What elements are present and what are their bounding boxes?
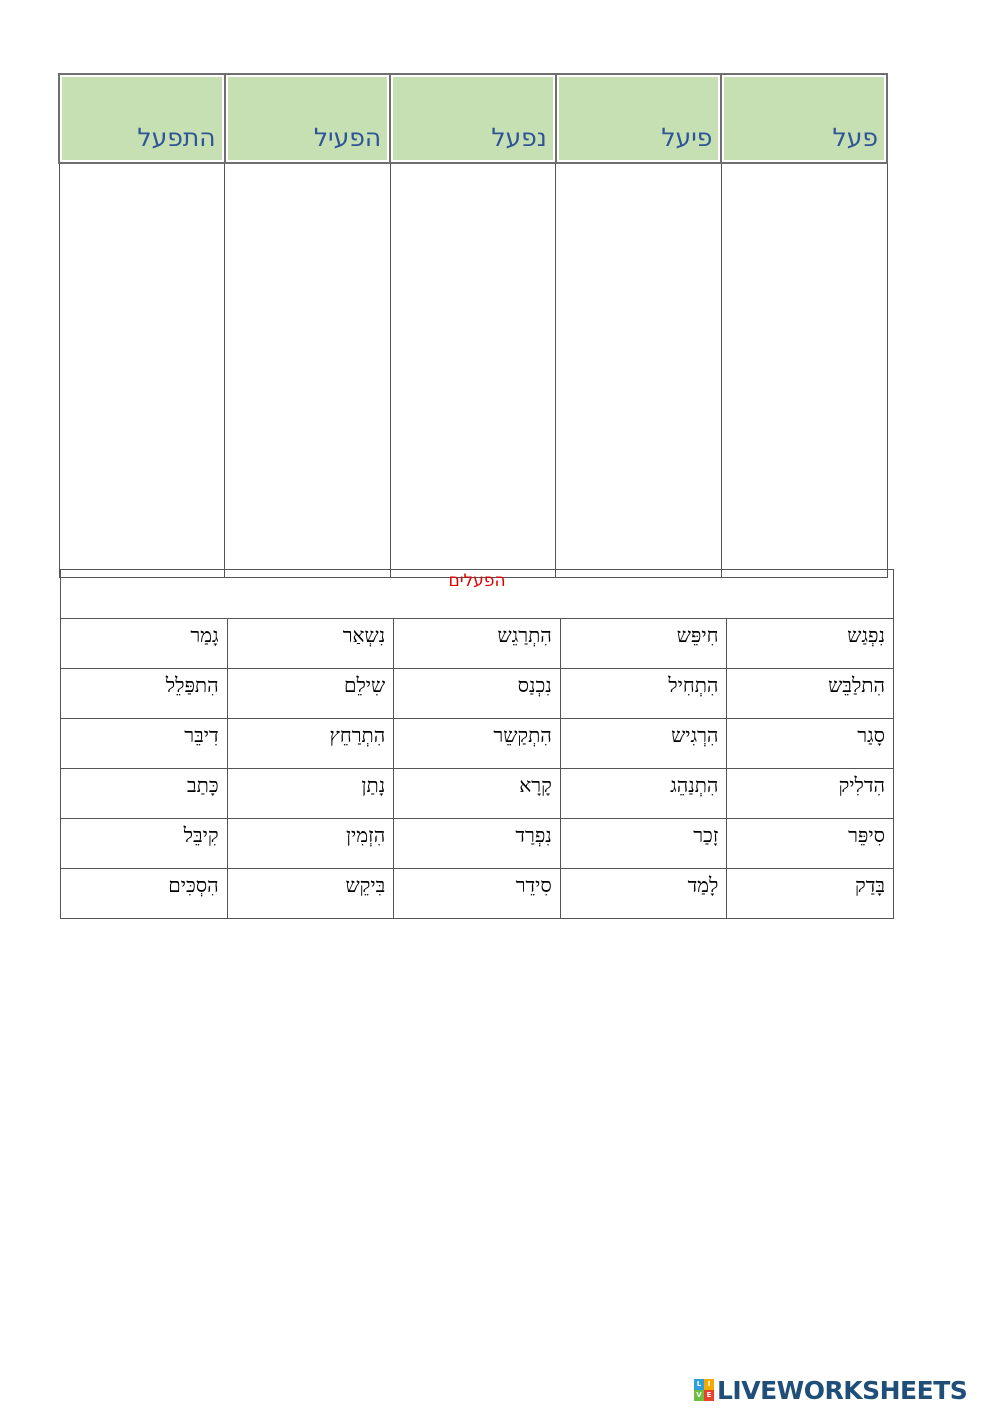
verb-row: [61, 869, 894, 919]
verb-item[interactable]: בָּדַק: [727, 869, 894, 919]
verb-item[interactable]: הִתפַּלֵל: [61, 669, 228, 719]
verb-item[interactable]: הִתְרַחֵץ: [227, 719, 394, 769]
drop-zone-hitpael[interactable]: [59, 163, 225, 578]
verb-item[interactable]: סִיפֵּר: [727, 819, 894, 869]
logo-square: V: [694, 1390, 704, 1401]
verb-item[interactable]: הִזְמִין: [227, 819, 394, 869]
verb-item[interactable]: חִיפֵּש: [560, 619, 727, 669]
verb-row: [61, 769, 894, 819]
verb-item[interactable]: הִתלַבֵּש: [727, 669, 894, 719]
verb-item[interactable]: כָּתַב: [61, 769, 228, 819]
verb-item[interactable]: גָמַר: [61, 619, 228, 669]
drop-zone-hifil[interactable]: [225, 163, 391, 578]
verb-item[interactable]: הִתְקַשֵר: [394, 719, 561, 769]
header-hitpael: התפעל: [59, 74, 225, 163]
binyanim-table: [58, 73, 888, 578]
verb-row: [61, 819, 894, 869]
header-piel: פיעל: [556, 74, 722, 163]
drop-zone-paal[interactable]: [721, 163, 887, 578]
verb-item[interactable]: הִתְנַהֵג: [560, 769, 727, 819]
verb-item[interactable]: הִרְגִיש: [560, 719, 727, 769]
verbs-word-bank: [60, 569, 894, 919]
verb-item[interactable]: קָרָא: [394, 769, 561, 819]
header-paal: פעל: [721, 74, 887, 163]
verb-item[interactable]: הִסְכִּים: [61, 869, 228, 919]
verb-item[interactable]: זָכַר: [560, 819, 727, 869]
verb-item[interactable]: נִכְנַס: [394, 669, 561, 719]
verb-item[interactable]: נִפְרַד: [394, 819, 561, 869]
liveworksheets-logo-text: LIVEWORKSHEETS: [717, 1375, 968, 1405]
drop-zone-piel[interactable]: [556, 163, 722, 578]
liveworksheets-logo: [694, 1375, 967, 1405]
drop-zone-row: [59, 163, 887, 578]
header-hifil: הפעיל: [225, 74, 391, 163]
header-nifal: נפעל: [390, 74, 556, 163]
verb-item[interactable]: בִּיקֵש: [227, 869, 394, 919]
verb-item[interactable]: דִיבֵּר: [61, 719, 228, 769]
verb-item[interactable]: קִיבֵּל: [61, 819, 228, 869]
verb-item[interactable]: לָמַד: [560, 869, 727, 919]
verb-item[interactable]: שִילֵם: [227, 669, 394, 719]
verb-item[interactable]: סִידֵר: [394, 869, 561, 919]
binyanim-header-row: [59, 74, 887, 163]
drop-zone-nifal[interactable]: [390, 163, 556, 578]
verb-item[interactable]: הִתְרַגֵש: [394, 619, 561, 669]
verb-row: [61, 669, 894, 719]
verbs-title: הפעלים: [61, 570, 894, 619]
liveworksheets-logo-icon: [694, 1379, 714, 1401]
verb-item[interactable]: נָתַן: [227, 769, 394, 819]
verb-item[interactable]: נִשְאַר: [227, 619, 394, 669]
verbs-title-row: [61, 570, 894, 619]
verb-item[interactable]: נִפְגַש: [727, 619, 894, 669]
logo-square: E: [704, 1390, 714, 1401]
verb-row: [61, 619, 894, 669]
verb-item[interactable]: הִדלִיק: [727, 769, 894, 819]
logo-square: L: [694, 1379, 704, 1390]
logo-square: I: [704, 1379, 714, 1390]
verb-item[interactable]: הִתְחִיל: [560, 669, 727, 719]
verb-row: [61, 719, 894, 769]
verb-item[interactable]: סָגַר: [727, 719, 894, 769]
